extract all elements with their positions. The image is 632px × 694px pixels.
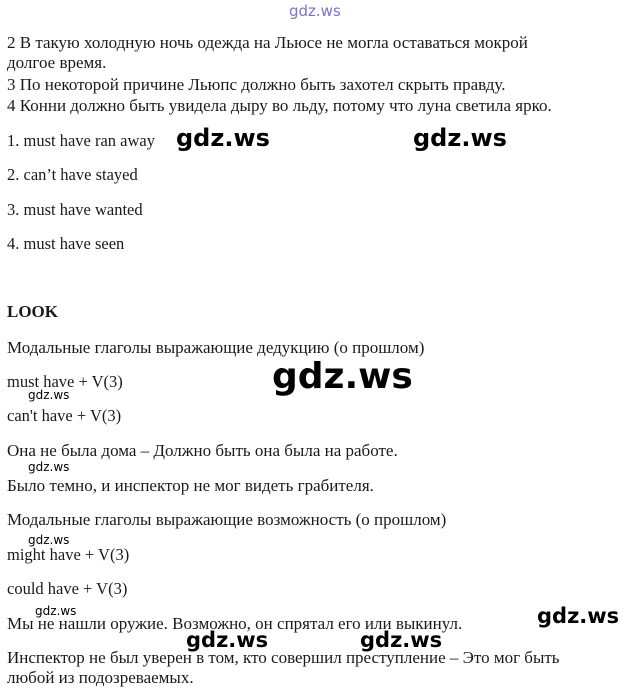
look-example-1: Она не была дома – Должно быть она была на работе.: [7, 441, 398, 460]
watermark: gdz.ws: [35, 604, 77, 618]
watermark: gdz.ws: [272, 356, 413, 397]
answer-1: 1. must have ran away: [7, 131, 155, 150]
translation-line-1: 2 В такую холодную ночь одежда на Льюсе не могла оставаться мокрой: [7, 33, 528, 52]
watermark: gdz.ws: [28, 460, 70, 474]
look-example-4b: любой из подозреваемых.: [7, 668, 194, 687]
answer-2: 2. can’t have stayed: [7, 165, 138, 184]
look-must-have: must have + V(3): [7, 372, 123, 391]
look-deduction-title: Модальные глаголы выражающие дедукцию (о прошлом): [7, 338, 425, 357]
watermark: gdz.ws: [176, 124, 270, 152]
watermark: gdz.ws: [28, 388, 70, 402]
watermark: gdz.ws: [186, 628, 269, 652]
watermark: gdz.ws: [537, 604, 620, 628]
look-might-have: might have + V(3): [7, 545, 130, 564]
look-cant-have: can't have + V(3): [7, 406, 122, 425]
translation-line-3: 3 По некоторой причине Льюпс должно быть захотел скрыть правду.: [7, 75, 506, 94]
look-possibility-title: Модальные глаголы выражающие возможность (о прошлом): [7, 510, 447, 529]
look-heading: LOOK: [7, 302, 59, 321]
look-example-4a: Инспектор не был уверен в том, кто совершил преступление – Это мог быть: [7, 648, 560, 667]
watermark: gdz.ws: [28, 533, 70, 547]
watermark-top: gdz.ws: [289, 2, 341, 20]
translation-line-4: 4 Конни должно быть увидела дыру во льду, потому что луна светила ярко.: [7, 96, 552, 115]
answer-4: 4. must have seen: [7, 234, 125, 253]
answer-3: 3. must have wanted: [7, 200, 143, 219]
watermark: gdz.ws: [360, 628, 443, 652]
watermark: gdz.ws: [413, 124, 507, 152]
translation-line-2: долгое время.: [7, 53, 107, 72]
look-example-2: Было темно, и инспектор не мог видеть грабителя.: [7, 476, 374, 495]
look-example-3: Мы не нашли оружие. Возможно, он спрятал его или выкинул.: [7, 614, 463, 633]
look-could-have: could have + V(3): [7, 579, 128, 598]
